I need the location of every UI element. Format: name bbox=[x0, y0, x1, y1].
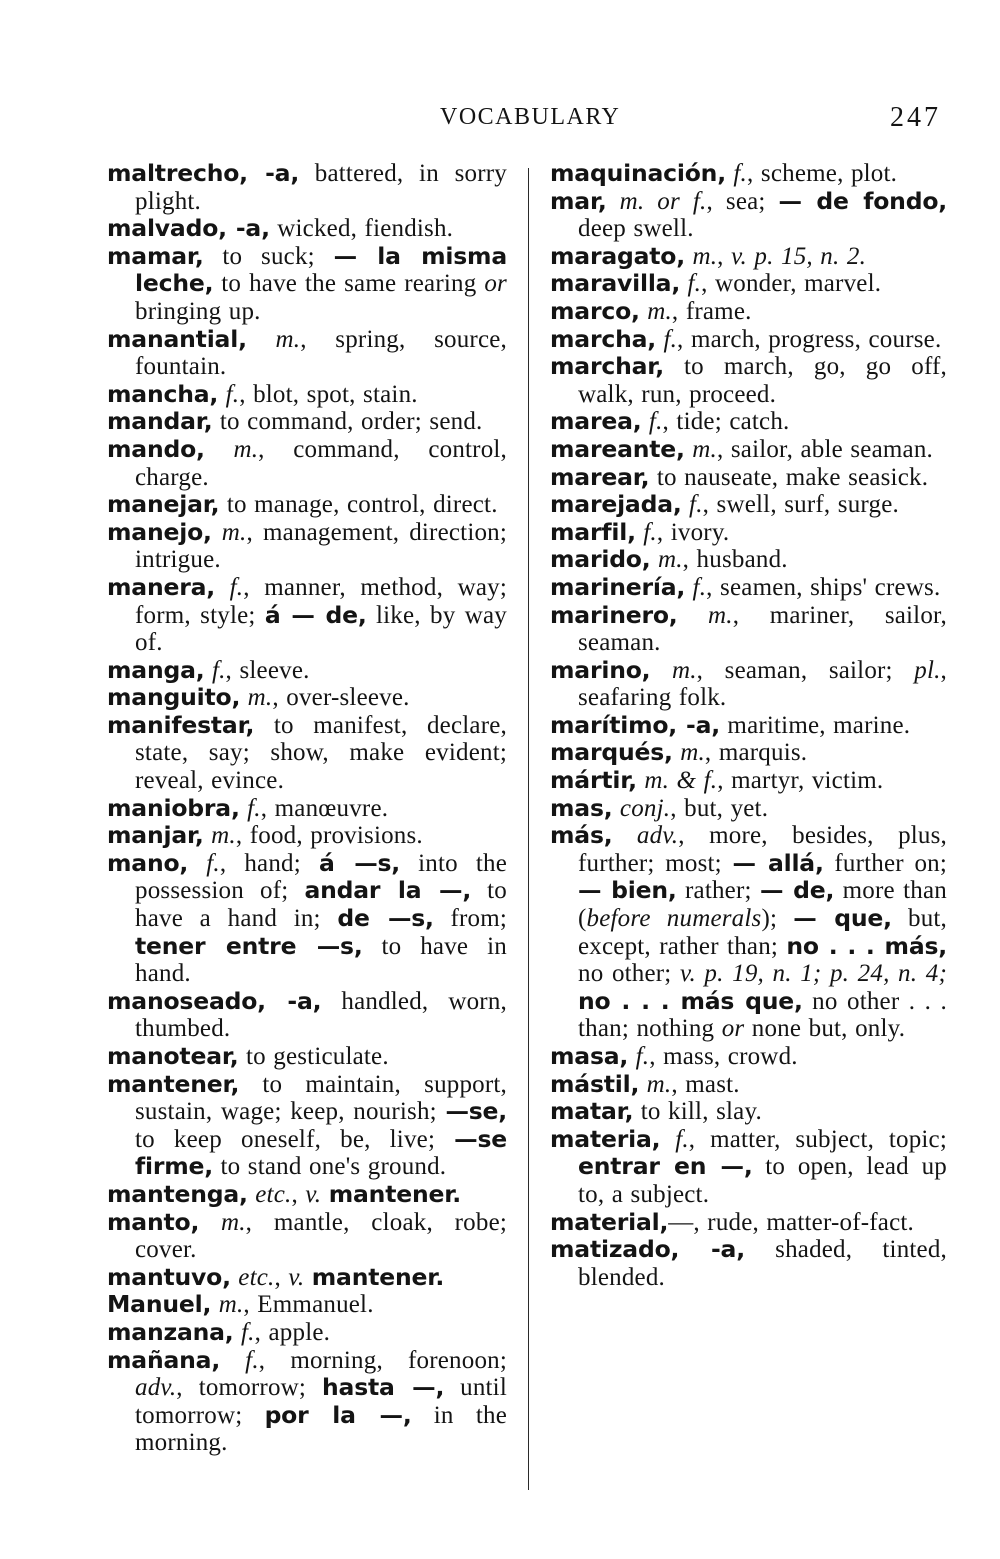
dictionary-entry: material,—, rude, matter-of-fact. bbox=[550, 1207, 914, 1236]
running-head bbox=[0, 104, 1000, 138]
dictionary-entry: matizado, -a, shaded, tinted, blended. bbox=[550, 1235, 947, 1291]
dictionary-entry: masa, f., mass, crowd. bbox=[550, 1042, 798, 1070]
dictionary-entry: marinero, m., mariner, sailor, seaman. bbox=[550, 600, 948, 657]
dictionary-entry: mantenga, etc., v. mantener. bbox=[107, 1179, 461, 1208]
dictionary-entry: manto, m., mantle, cloak, robe; cover. bbox=[107, 1207, 508, 1264]
dictionary-entry: mando, m., command, control, charge. bbox=[107, 434, 507, 491]
dictionary-entry: maravilla, f., wonder, marvel. bbox=[550, 269, 882, 298]
dictionary-entry: manotear, to gesticulate. bbox=[107, 1042, 389, 1070]
dictionary-entry: mañana, f., morning, forenoon; adv., tomorrow; hasta —, until tomorrow; por la —, in the morning. bbox=[107, 1345, 507, 1457]
dictionary-entry: mano, f., hand; á —s, into the possession of; andar la —, to have a hand in; de —s, from; tener entre —s, to have in hand. bbox=[107, 848, 507, 988]
dictionary-entry: Manuel, m., Emmanuel. bbox=[107, 1290, 374, 1319]
dictionary-entry: manifestar, to manifest, declare, state, say; show, make evident; reveal, evince. bbox=[107, 710, 507, 795]
column-divider bbox=[528, 168, 529, 1490]
dictionary-entry: marqués, m., marquis. bbox=[550, 738, 808, 767]
dictionary-entry: mástil, m., mast. bbox=[550, 1069, 740, 1098]
dictionary-entry: más, adv., more, besides, plus, further; most; — allá, further on; — bien, rather; — de, more than (before numerals); — que, but, except, rather than; no . . . más, no other; v. p. 19, n. 1; p. 24, n. 4; no . . . más que, no other . . . than; nothing or none but, only. bbox=[550, 821, 948, 1043]
dictionary-entry: manera, f., manner, method, way; form, style; á — de, like, by way of. bbox=[107, 572, 507, 657]
dictionary-entry: mantuvo, etc., v. mantener. bbox=[107, 1262, 445, 1291]
dictionary-entry: matar, to kill, slay. bbox=[550, 1097, 762, 1126]
dictionary-entry: maragato, m., v. p. 15, n. 2. bbox=[550, 241, 867, 270]
dictionary-entry: materia, f., matter, subject, topic; entrar en —, to open, lead up to, a subject. bbox=[550, 1124, 947, 1208]
dictionary-entry: marítimo, -a, maritime, marine. bbox=[550, 710, 911, 739]
dictionary-entry: manzana, f., apple. bbox=[107, 1317, 331, 1346]
dictionary-entry: marchar, to march, go, go off, walk, run, proceed. bbox=[550, 352, 947, 408]
dictionary-entry: mamar, to suck; — la misma leche, to have the same rearing or bringing up. bbox=[107, 241, 508, 325]
dictionary-entry: mar, m. or f., sea; — de fondo, deep swell. bbox=[550, 186, 947, 243]
dictionary-entry: marfil, f., ivory. bbox=[550, 517, 730, 546]
dictionary-entry: maltrecho, -a, battered, in sorry plight. bbox=[107, 159, 507, 215]
left-column bbox=[107, 160, 507, 1457]
dictionary-entry: manga, f., sleeve. bbox=[107, 655, 310, 684]
dictionary-entry: marido, m., husband. bbox=[550, 545, 788, 574]
dictionary-entry: marinería, f., seamen, ships' crews. bbox=[550, 572, 941, 601]
dictionary-entry: marcha, f., march, progress, course. bbox=[550, 324, 942, 353]
running-head-title: VOCABULARY bbox=[440, 104, 621, 130]
dictionary-entry: manantial, m., spring, source, fountain. bbox=[107, 324, 508, 381]
dictionary-entry: maquinación, f., scheme, plot. bbox=[550, 159, 898, 187]
dictionary-entry: manejar, to manage, control, direct. bbox=[107, 490, 498, 519]
dictionary-entry: malvado, -a, wicked, fiendish. bbox=[107, 214, 454, 243]
dictionary-entry: marino, m., seaman, sailor; pl., seafaring folk. bbox=[550, 655, 947, 712]
dictionary-entry: manoseado, -a, handled, worn, thumbed. bbox=[107, 986, 507, 1043]
dictionary-entry: manguito, m., over-sleeve. bbox=[107, 683, 410, 712]
page-number: 247 bbox=[890, 102, 941, 133]
dictionary-entry: marear, to nauseate, make seasick. bbox=[550, 462, 929, 491]
dictionary-entry: mandar, to command, order; send. bbox=[107, 407, 483, 436]
dictionary-entry: mareante, m., sailor, able seaman. bbox=[550, 434, 933, 463]
dictionary-entry: manejo, m., management, direction; intrigue. bbox=[107, 517, 508, 574]
dictionary-entry: mártir, m. & f., martyr, victim. bbox=[550, 766, 884, 795]
dictionary-entry: marea, f., tide; catch. bbox=[550, 407, 790, 436]
right-column bbox=[550, 160, 947, 1291]
dictionary-entry: mas, conj., but, yet. bbox=[550, 793, 769, 822]
dictionary-entry: mancha, f., blot, spot, stain. bbox=[107, 379, 418, 408]
dictionary-entry: manjar, m., food, provisions. bbox=[107, 821, 423, 850]
dictionary-entry: maniobra, f., manœuvre. bbox=[107, 793, 389, 822]
dictionary-entry: marco, m., frame. bbox=[550, 296, 752, 325]
dictionary-entry: mantener, to maintain, support, sustain, wage; keep, nourish; —se, to keep oneself, be, live; —se firme, to stand one's ground. bbox=[107, 1069, 507, 1181]
dictionary-entry: marejada, f., swell, surf, surge. bbox=[550, 490, 899, 519]
